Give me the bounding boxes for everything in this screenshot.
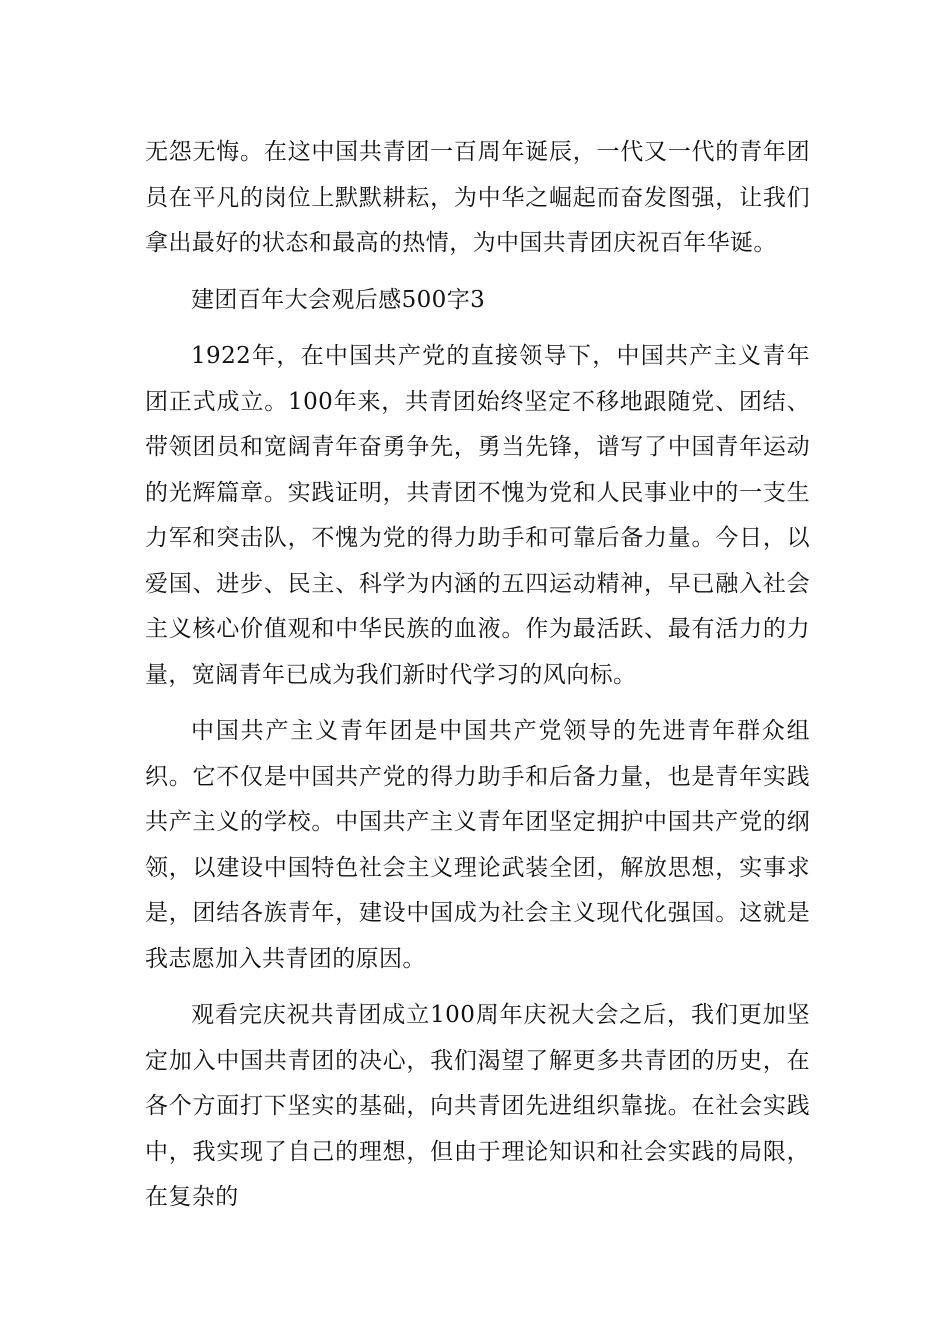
paragraph-spacing	[145, 323, 810, 334]
paragraph-continuation: 无怨无悔。在这中国共青团一百周年诞辰，一代又一代的青年团员在平凡的岗位上默默耕耘，为中华之崛起而奋发图强，让我们拿出最好的状态和最高的热情，为中国共青团庆祝百年华诞。	[145, 139, 810, 256]
paragraph-spacing	[145, 982, 810, 993]
document-body	[145, 130, 810, 1221]
paragraph-organization-role: 中国共产主义青年团是中国共产党领导的先进青年群众组织。它不仅是中国共产党的得力助手和后备力量，也是青年实践共产主义的学校。中国共产主义青年团坚定拥护中国共产党的纲领，以建设中国特色社会主义理论武装全团，解放思想，实事求是，团结各族青年，建设中国成为社会主义现代化强国。这就是我志愿加入共青团的原因。	[145, 718, 810, 972]
section-heading: 建团百年大会观后感500字3	[191, 286, 486, 313]
paragraph-spacing	[145, 698, 810, 709]
paragraph-founding-history: 1922年，在中国共产党的直接领导下，中国共产主义青年团正式成立。100年来，共青团始终坚定不移地跟随党、团结、带领团员和宽阔青年奋勇争先，勇当先锋，谱写了中国青年运动的光辉篇章。实践证明，共青团不愧为党和人民事业中的一支生力军和突击队，不愧为党的得力助手和可靠后备力量。今日，以爱国、进步、民主、科学为内涵的五四运动精神，早已融入社会主义核心价值观和中华民族的血液。作为最活跃、最有活力的力量，宽阔青年已成为我们新时代学习的风向标。	[145, 343, 810, 688]
paragraph-reflection: 观看完庆祝共青团成立100周年庆祝大会之后，我们更加坚定加入中国共青团的决心，我们渴望了解更多共青团的历史，在各个方面打下坚实的基础，向共青团先进组织靠拢。在社会实践中，我实现了自己的理想，但由于理论知识和社会实践的局限，在复杂的	[145, 1002, 810, 1210]
paragraph-spacing	[145, 267, 810, 278]
